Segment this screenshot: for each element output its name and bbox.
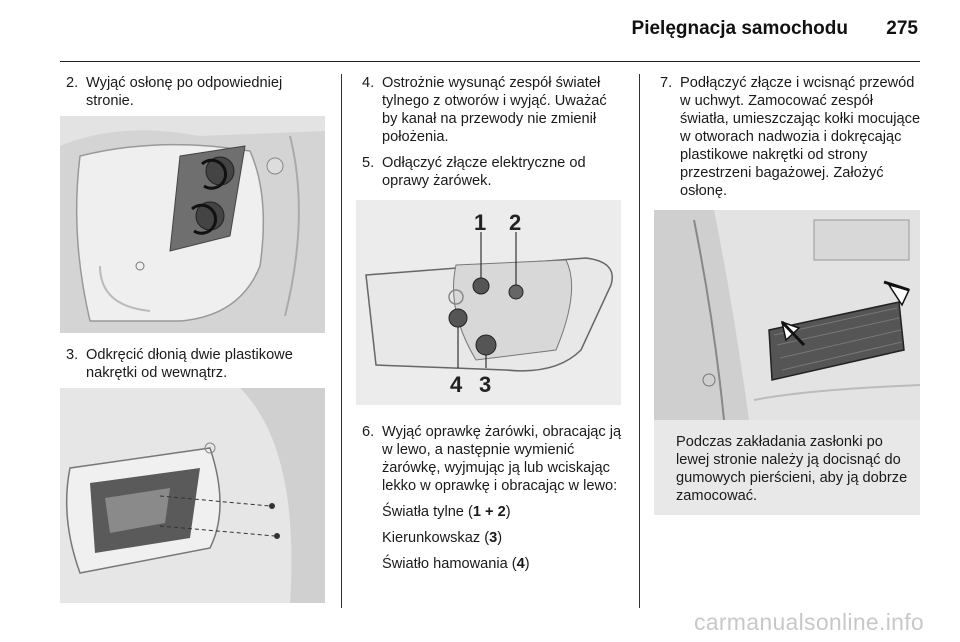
figure-and-note-panel — [654, 210, 920, 515]
step-3 — [60, 346, 325, 382]
middle-column — [356, 74, 624, 573]
callout-1: 1 — [474, 210, 487, 235]
step-text: Wyjąć osłonę po odpowiedniej stronie. — [86, 75, 283, 109]
page-number: 275 — [886, 18, 918, 39]
step-text: Odłączyć złącze elektryczne od oprawy żarówek. — [382, 155, 586, 189]
left-column — [60, 74, 325, 603]
step-text: Odkręcić dłonią dwie plastikowe nakrętki od wewnątrz. — [86, 347, 293, 381]
figure-cover-removal — [60, 116, 325, 333]
step-number: 2. — [66, 75, 79, 91]
callout-4: 4 — [450, 372, 463, 397]
step-number: 5. — [362, 155, 375, 171]
step-6 — [356, 423, 624, 495]
step-number: 7. — [660, 75, 673, 91]
step-5 — [356, 154, 624, 190]
step-text: Ostrożnie wysunąć zespół świateł tylnego z otworów i wyjąć. Uważać by kanał na przewody nie zmienił położenia. — [382, 75, 607, 145]
step-number: 4. — [362, 75, 375, 91]
right-column — [654, 74, 922, 515]
step-2 — [60, 74, 325, 110]
step-text: Wyjąć oprawkę żarówki, obracając ją w lewo, a następnie wymienić żarówkę, wyjmując ją lub wciskając lekko w oprawkę i obracając w lewo: — [382, 424, 622, 494]
step-text: Podłączyć złącze i wcisnąć przewód w uchwyt. Zamocować zespół światła, umieszczając kołki mocujące w otworach nadwozia i dokręcając plastikowe nakrętki od strony przestrzeni bagażowej. Założyć osłonę. — [680, 75, 921, 199]
callout-3: 3 — [479, 372, 492, 397]
column-divider-1 — [341, 74, 342, 608]
step-number: 3. — [66, 347, 79, 363]
chapter-title: Pielęgnacja samochodu — [631, 18, 848, 39]
bulb-brake-light: Światło hamowania (4) — [382, 556, 530, 572]
watermark: carmanualsonline.info — [693, 609, 924, 635]
step-7 — [654, 74, 922, 200]
header-rule — [60, 61, 920, 62]
step-4 — [356, 74, 624, 146]
installation-note: Podczas zakładania zasłonki po lewej stronie należy ją docisnąć do gumowych pierścieni, aby ją dobrze zamocować. — [676, 434, 908, 504]
bulb-tail-lights: Światła tylne (1 + 2) — [382, 504, 511, 520]
bulb-turn-signal: Kierunkowskaz (3) — [382, 530, 503, 546]
callout-2: 2 — [509, 210, 522, 235]
figure-reinstall-cover — [654, 210, 920, 420]
page-header — [0, 0, 960, 60]
column-divider-2 — [639, 74, 640, 608]
figure-bulb-holder — [356, 200, 621, 405]
step-number: 6. — [362, 424, 375, 440]
figure-unscrew-nuts — [60, 388, 325, 603]
